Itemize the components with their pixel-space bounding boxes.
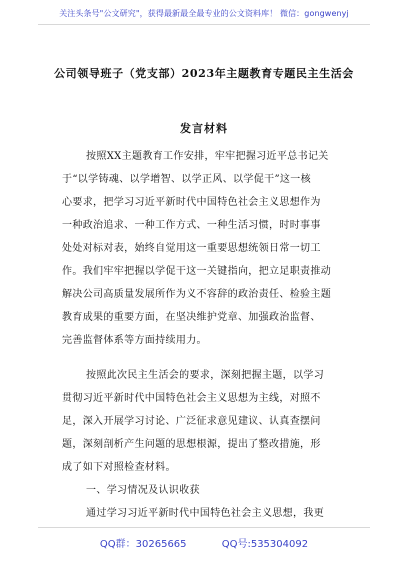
header-banner: 关注头条号"公文研究"，获得最新最全最专业的公文资料库！ 微信：gongwenyj <box>59 9 349 18</box>
body-line: 处处对标对表，始终自觉用这一重要思想统领日常一切工 <box>62 243 321 254</box>
body-line: 按照此次民主生活会的要求，深刻把握主题，以学习 <box>86 370 325 381</box>
footer-qq-group: QQ群：30265665 <box>99 539 187 550</box>
body-line: 于“以学铸魂、以学增智、以学正风、以学促干”这一核 <box>62 174 311 185</box>
body-line: 作。我们牢牢把握以学促干这一关键指向，把立足职责推动 <box>62 266 332 277</box>
body-line: 一种政治追求、一种工作方式、一种生活习惯，时时事事 <box>62 220 321 231</box>
body-line: 足，深入开展学习讨论、广泛征求意见建议、认真查摆问 <box>62 416 321 427</box>
section-heading: 一、学习情况及认识收获 <box>86 485 200 496</box>
body-line: 通过学习习近平新时代中国特色社会主义思想，我更 <box>86 508 325 519</box>
body-line: 题，深刻剖析产生问题的思想根源，提出了整改措施，形 <box>62 439 321 450</box>
body-line: 完善监督体系等方面持续用力。 <box>62 335 207 346</box>
document-subtitle: 发言材料 <box>180 122 228 135</box>
body-line: 成了如下对照检查材料。 <box>62 462 176 473</box>
document-title: 公司领导班子（党支部）2023年主题教育专题民主生活会 <box>54 67 354 80</box>
footer <box>0 535 408 550</box>
footer-divider <box>38 527 370 528</box>
footer-qq-number: QQ号:535304092 <box>221 539 309 550</box>
body-line: 贯彻习近平新时代中国特色社会主义思想为主线，对照不 <box>62 393 321 404</box>
header-divider <box>38 24 370 25</box>
body-line: 教育成果的重要方面，在坚决维护党章、加强政治监督、 <box>62 312 321 323</box>
body-line: 按照XX主题教育工作安排，牢牢把握习近平总书记关 <box>86 151 329 162</box>
body-line: 解决公司高质量发展所作为义不容辞的政治责任、检验主题 <box>62 289 332 300</box>
body-line: 心要求，把学习习近平新时代中国特色社会主义思想作为 <box>62 197 321 208</box>
